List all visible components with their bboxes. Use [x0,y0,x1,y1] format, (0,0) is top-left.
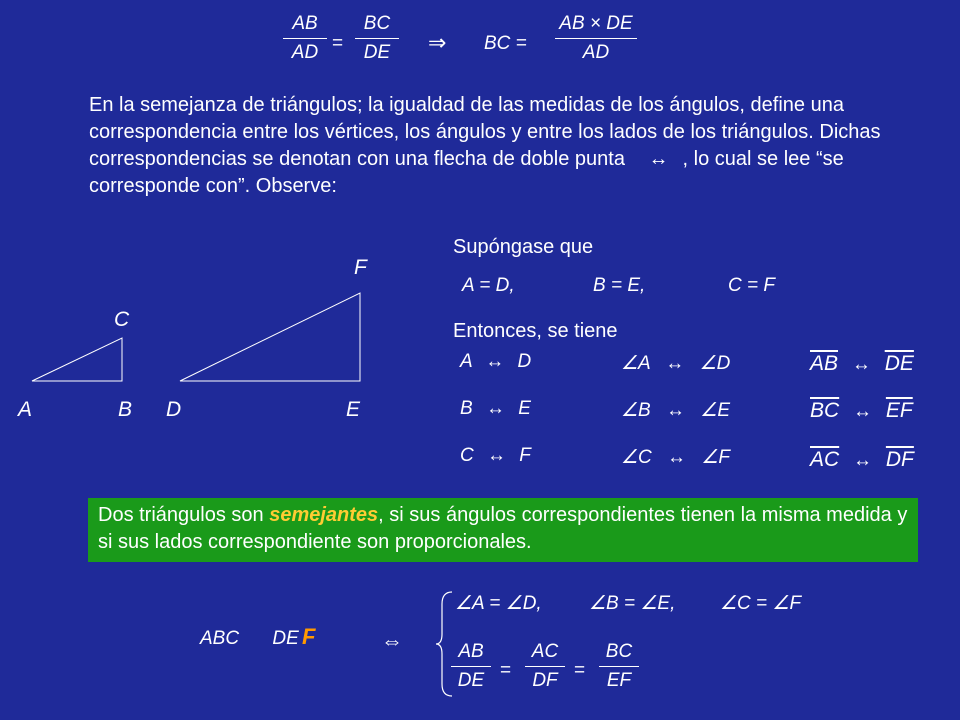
angle: ∠D [699,353,731,374]
suppose-eq3-text: C = F [728,275,775,296]
vertex-label-a: A [18,398,33,421]
implies-arrow: ⇒ [428,30,447,55]
definition-text-2: , si sus ángulos correspondientes tienen la misma medida y si sus lados correspondiente son proporcionales. [98,504,908,553]
fraction-ac-df [525,640,565,693]
triangle-abc [32,338,122,381]
angle: ∠E [700,400,730,421]
definition-emphasis: semejantes [269,504,379,526]
numerator: AB × DE [559,13,633,34]
overlay-letter: F [302,624,316,649]
equals-sign: = [574,660,586,681]
similarity-statement [200,628,299,650]
suppose-label: Supóngase que [453,236,594,258]
vertex-label-d: D [166,398,182,421]
triangle-abc-name: ABC [200,628,240,649]
vertex-corr-row [460,445,531,467]
angle: ∠B [621,400,651,421]
suppose-equation-3 [728,275,775,297]
triangle-def-name: DE [272,628,299,649]
bottom-angle-eq-1: ∠A = ∠D, [455,593,542,614]
segment: $\overline{DE}$ [884,352,914,375]
double-arrow: ↔ [665,353,685,374]
fraction-ab-ad [283,12,327,65]
numerator: BC [605,641,633,662]
suppose-eq1-text: A = D, [462,275,515,296]
angle: ∠A [621,353,651,374]
vertex: B [460,398,473,419]
denominator: EF [606,670,632,691]
angle-corr-row [621,352,730,375]
iff-arrow: ⇔ [381,628,403,653]
angle: ∠F [701,447,730,468]
vertex: C [460,445,474,466]
double-arrow: ↔ [485,398,505,419]
vertex: D [517,351,532,372]
double-arrow: ↔ [853,450,873,471]
segment: $\overline{AB}$ [810,352,839,375]
double-arrow: ↔ [853,401,873,422]
triangle-def [180,293,360,381]
double-arrow: ↔ [851,354,871,375]
fraction-ab-de-over-ad [555,12,637,65]
paragraph-text-1: En la semejanza de triángulos; la igualdad de las medidas de los ángulos, define una correspondencia entre los vértices, los ángulos y entre los lados de los triángulos. Dichas correspondencias se denotan con una flecha de doble punta [89,94,881,170]
double-arrow: ↔ [487,445,507,466]
suppose-eq2-text: B = E, [593,275,646,296]
side-corr-row [810,448,914,472]
bc-equals: BC = [484,33,527,54]
vertex-label-c: C [114,308,130,331]
fraction-bar [555,38,637,39]
fraction-bc-ef [599,640,639,693]
vertex: F [519,445,531,466]
angle-corr-row [621,446,730,469]
segment: $\overline{EF}$ [885,399,913,422]
vertex-label-e: E [346,398,361,421]
fraction-bar [451,666,491,667]
fraction-ab-de [451,640,491,693]
numerator: AB [292,13,318,34]
suppose-equation-2 [593,275,645,297]
double-arrow: ↔ [648,148,669,170]
angle-corr-row [621,399,730,422]
vertex-label-b: B [118,398,133,421]
bottom-angle-eq-3: ∠C = ∠F [720,593,802,614]
denominator: AD [291,42,319,63]
paragraph-text-2: , lo cual se lee “se corresponde con”. Observe: [89,148,844,197]
segment: $\overline{AC}$ [810,448,840,471]
intro-paragraph [89,92,909,200]
angle: ∠C [621,447,652,468]
side-corr-row [810,352,914,376]
denominator: DE [363,42,391,63]
triangles-figure [0,240,440,440]
side-corr-row [810,399,913,423]
vertex: A [460,351,472,372]
segment: $\overline{DF}$ [885,448,914,471]
segment: $\overline{BC}$ [810,399,840,422]
vertex-corr-row [460,351,531,373]
equals-sign: = [332,33,344,54]
definition-text-1: Dos triángulos son [98,504,270,526]
numerator: AB [458,641,484,662]
definition-box [88,498,918,562]
fraction-bar [525,666,565,667]
denominator: DE [457,670,485,691]
vertex-label-f: F [354,256,367,279]
then-label: Entonces, se tiene [453,320,618,342]
double-arrow: ↔ [666,400,685,421]
bottom-angle-eq-2: ∠B = ∠E, [589,593,676,614]
vertex: E [518,398,531,419]
double-arrow: ↔ [485,351,505,372]
equals-sign: = [500,660,512,681]
fraction-bar [355,38,399,39]
double-arrow: ↔ [667,447,687,468]
numerator: AC [531,641,559,662]
denominator: AD [582,42,610,63]
denominator: DF [532,670,558,691]
numerator: BC [363,13,391,34]
vertex-corr-row [460,398,531,420]
fraction-bar [599,666,639,667]
fraction-bc-de [355,12,399,65]
fraction-bar [283,38,327,39]
suppose-equation-1 [462,275,515,297]
